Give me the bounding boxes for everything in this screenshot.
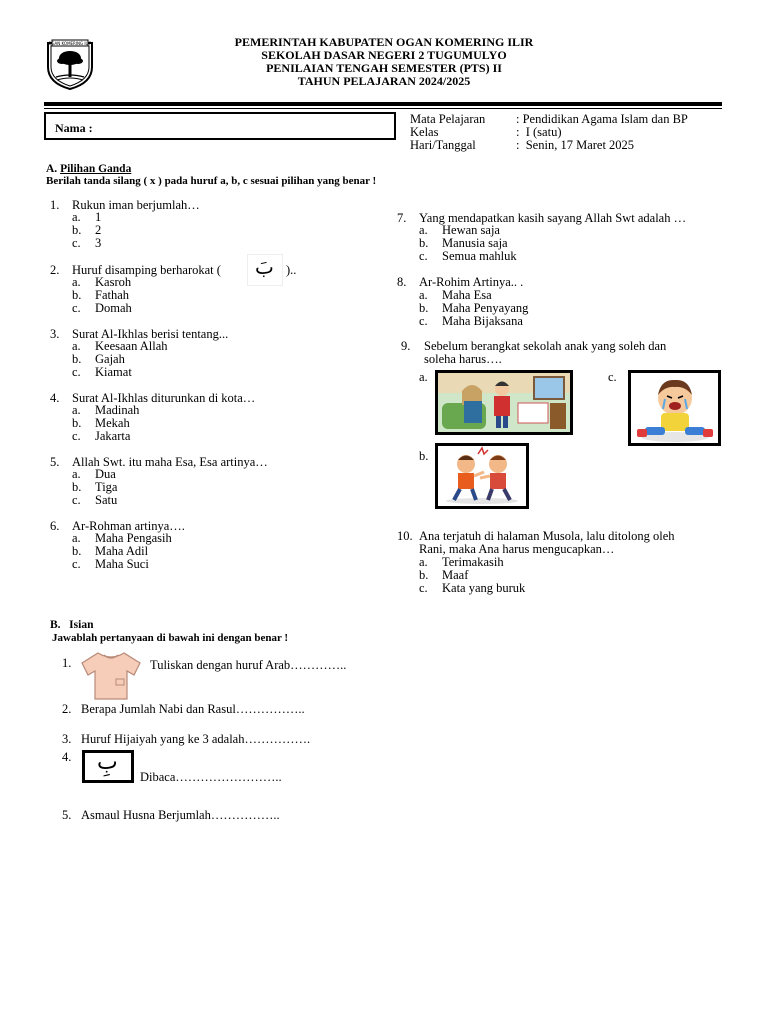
info-class-value: I (satu) [525, 125, 562, 139]
option-letter: b. [72, 352, 82, 366]
arabic-letter-box-b4 [82, 750, 134, 783]
option-text: Maha Pengasih [95, 531, 172, 545]
header-line-1: PEMERINTAH KABUPATEN OGAN KOMERING ILIR [234, 35, 534, 49]
question-3-options [72, 340, 168, 379]
info-date [410, 139, 634, 152]
option-text: Terimakasih [442, 555, 504, 569]
question-number: 1. [50, 198, 60, 212]
option-letter: a. [419, 555, 428, 569]
option-letter: b. [72, 416, 82, 430]
question-number: 4. [50, 391, 60, 405]
option-letter: c. [419, 249, 428, 263]
option-letter: b. [419, 301, 429, 315]
option-text: Kasroh [95, 275, 132, 289]
question-10-options [419, 556, 525, 595]
section-b-letter: B. [50, 619, 61, 631]
question-5-options [72, 468, 117, 507]
question-text: Huruf disamping berharokat ( [72, 263, 221, 277]
option-b-letter[interactable]: b. [419, 449, 429, 463]
option-text: Jakarta [95, 429, 131, 443]
item-number: 4. [62, 750, 72, 764]
arabic-letter-box [247, 254, 283, 286]
option-a-image-child-helping-mother[interactable] [435, 370, 573, 435]
option-b-image-children-fighting[interactable] [435, 443, 529, 509]
section-b-title [50, 619, 93, 631]
option-text: 3 [95, 236, 102, 250]
option-letter: b. [72, 223, 82, 237]
option-a-letter[interactable]: a. [419, 370, 428, 384]
question-8-options [419, 289, 528, 328]
section-b-instruction: Jawablah pertanyaan di bawah ini dengan benar ! [52, 632, 289, 644]
header-thick-rule [44, 102, 722, 106]
option-text: Gajah [95, 352, 125, 366]
question-text: Ar-Rohman artinya…. [72, 519, 185, 533]
option-letter: b. [72, 544, 82, 558]
section-a-title [46, 163, 131, 175]
option-c-image-crying-boy[interactable] [628, 370, 721, 446]
option-letter: c. [72, 493, 81, 507]
option-letter: c. [72, 236, 81, 250]
option-text: Hewan saja [442, 223, 500, 237]
option-text: Maha Bijaksana [442, 314, 523, 328]
option-letter: a. [72, 531, 81, 545]
option-text: Maha Adil [95, 544, 149, 558]
option-letter: a. [72, 339, 81, 353]
info-date-key: Hari/Tanggal [410, 138, 476, 152]
info-date-value: Senin, 17 Maret 2025 [525, 138, 635, 152]
option-text: Kiamat [95, 365, 132, 379]
option-c[interactable] [72, 237, 101, 250]
option-c[interactable] [72, 558, 172, 571]
item-number: 2. [62, 702, 72, 716]
info-class-sep: : [516, 125, 520, 139]
option-text: Dua [95, 467, 116, 481]
item-text: Berapa Jumlah Nabi dan Rasul…………….. [81, 702, 305, 716]
option-text: Domah [95, 301, 132, 315]
item-text: Huruf Hijaiyah yang ke 3 adalah……………. [81, 732, 311, 746]
option-letter: c. [72, 301, 81, 315]
question-1-options [72, 211, 101, 250]
option-c[interactable] [419, 250, 517, 263]
question-text: Ar-Rohim Artinya.. . [419, 275, 524, 289]
option-letter: b. [72, 288, 82, 302]
question-number: 9. [401, 339, 411, 353]
shirt-image [80, 649, 142, 701]
name-field[interactable] [44, 112, 396, 140]
option-c[interactable] [72, 430, 139, 443]
option-letter: c. [419, 581, 428, 595]
header-line-2: SEKOLAH DASAR NEGERI 2 TUGUMULYO [261, 48, 507, 62]
option-letter: a. [419, 223, 428, 237]
section-a-title-text: Pilihan Ganda [60, 163, 132, 175]
question-number: 7. [397, 211, 407, 225]
info-subject-key: Mata Pelajaran [410, 112, 486, 126]
option-c[interactable] [72, 366, 168, 379]
info-subject-value: Pendidikan Agama Islam dan BP [522, 112, 688, 126]
question-number: 6. [50, 519, 60, 533]
name-label: Nama : [55, 121, 93, 135]
option-text: Manusia saja [442, 236, 508, 250]
option-text: Satu [95, 493, 118, 507]
logo-text: OGAN KOMERING ILIR [48, 41, 92, 46]
option-text: Maaf [442, 568, 469, 582]
section-a-instruction: Berilah tanda silang ( x ) pada huruf a, b, c sesuai pilihan yang benar ! [46, 175, 377, 187]
header-thin-rule [44, 108, 722, 109]
question-text: Rukun iman berjumlah… [72, 198, 200, 212]
option-text: Tiga [95, 480, 118, 494]
option-letter: c. [72, 365, 81, 379]
option-letter: a. [72, 467, 81, 481]
question-number: 5. [50, 455, 60, 469]
option-letter: c. [419, 314, 428, 328]
option-letter: b. [72, 480, 82, 494]
option-text: Keesaan Allah [95, 339, 168, 353]
option-letter: a. [72, 275, 81, 289]
question-text: Yang mendapatkan kasih sayang Allah Swt adalah … [419, 211, 687, 225]
question-2-options [72, 276, 132, 315]
header-line-4: TAHUN PELAJARAN 2024/2025 [297, 74, 471, 88]
item-number: 5. [62, 808, 72, 822]
option-a[interactable] [419, 556, 525, 569]
option-text: 1 [95, 210, 102, 224]
option-c[interactable] [72, 302, 132, 315]
question-number: 2. [50, 263, 60, 277]
option-text: Semua mahluk [442, 249, 517, 263]
question-text: Sebelum berangkat sekolah anak yang soleh dan [424, 339, 667, 353]
option-c[interactable] [72, 494, 117, 507]
option-letter: a. [419, 288, 428, 302]
fill-item-1-text: Tuliskan dengan huruf Arab………….. [150, 658, 347, 672]
option-text: Kata yang buruk [442, 581, 526, 595]
option-letter: b. [419, 568, 429, 582]
option-c-letter[interactable]: c. [608, 370, 617, 384]
info-class-key: Kelas [410, 125, 439, 139]
info-subject-sep: : [516, 112, 520, 126]
question-text: Surat Al-Ikhlas diturunkan di kota… [72, 391, 256, 405]
question-text: Ana terjatuh di halaman Musola, lalu ditolong oleh [419, 529, 675, 543]
question-number: 3. [50, 327, 60, 341]
header-line-3: PENILAIAN TENGAH SEMESTER (PTS) II [266, 61, 502, 75]
option-text: Maha Penyayang [442, 301, 529, 315]
option-text: 2 [95, 223, 102, 237]
option-letter: c. [72, 429, 81, 443]
info-date-sep: : [516, 138, 520, 152]
option-text: Fathah [95, 288, 130, 302]
option-text: Maha Esa [442, 288, 492, 302]
question-7-options [419, 224, 517, 263]
fill-item-4-text: Dibaca…………………….. [140, 770, 282, 784]
question-text-end: ).. [286, 263, 297, 277]
section-b-title-text: Isian [69, 619, 94, 631]
option-letter: a. [72, 210, 81, 224]
question-10-line-2: Rani, maka Ana harus mengucapkan… [419, 542, 615, 556]
question-number: 8. [397, 275, 407, 289]
option-letter: c. [72, 557, 81, 571]
question-number: 10. [397, 529, 413, 543]
option-c[interactable] [419, 582, 525, 595]
arabic-letter: بَ [255, 255, 274, 279]
question-text: Surat Al-Ikhlas berisi tentang... [72, 327, 229, 341]
section-a-letter: A. [46, 163, 58, 175]
option-letter: b. [419, 236, 429, 250]
option-text: Mekah [95, 416, 130, 430]
option-letter: a. [72, 403, 81, 417]
option-c[interactable] [419, 315, 528, 328]
question-9-line-2: soleha harus…. [424, 352, 502, 366]
question-text: Allah Swt. itu maha Esa, Esa artinya… [72, 455, 268, 469]
question-6-options [72, 532, 172, 571]
arabic-letter: بِ [97, 750, 118, 775]
option-text: Maha Suci [95, 557, 149, 571]
question-4-options [72, 404, 139, 443]
option-text: Madinah [95, 403, 140, 417]
item-number: 3. [62, 732, 72, 746]
item-text: Asmaul Husna Berjumlah…………….. [81, 808, 280, 822]
item-number: 1. [62, 656, 72, 670]
